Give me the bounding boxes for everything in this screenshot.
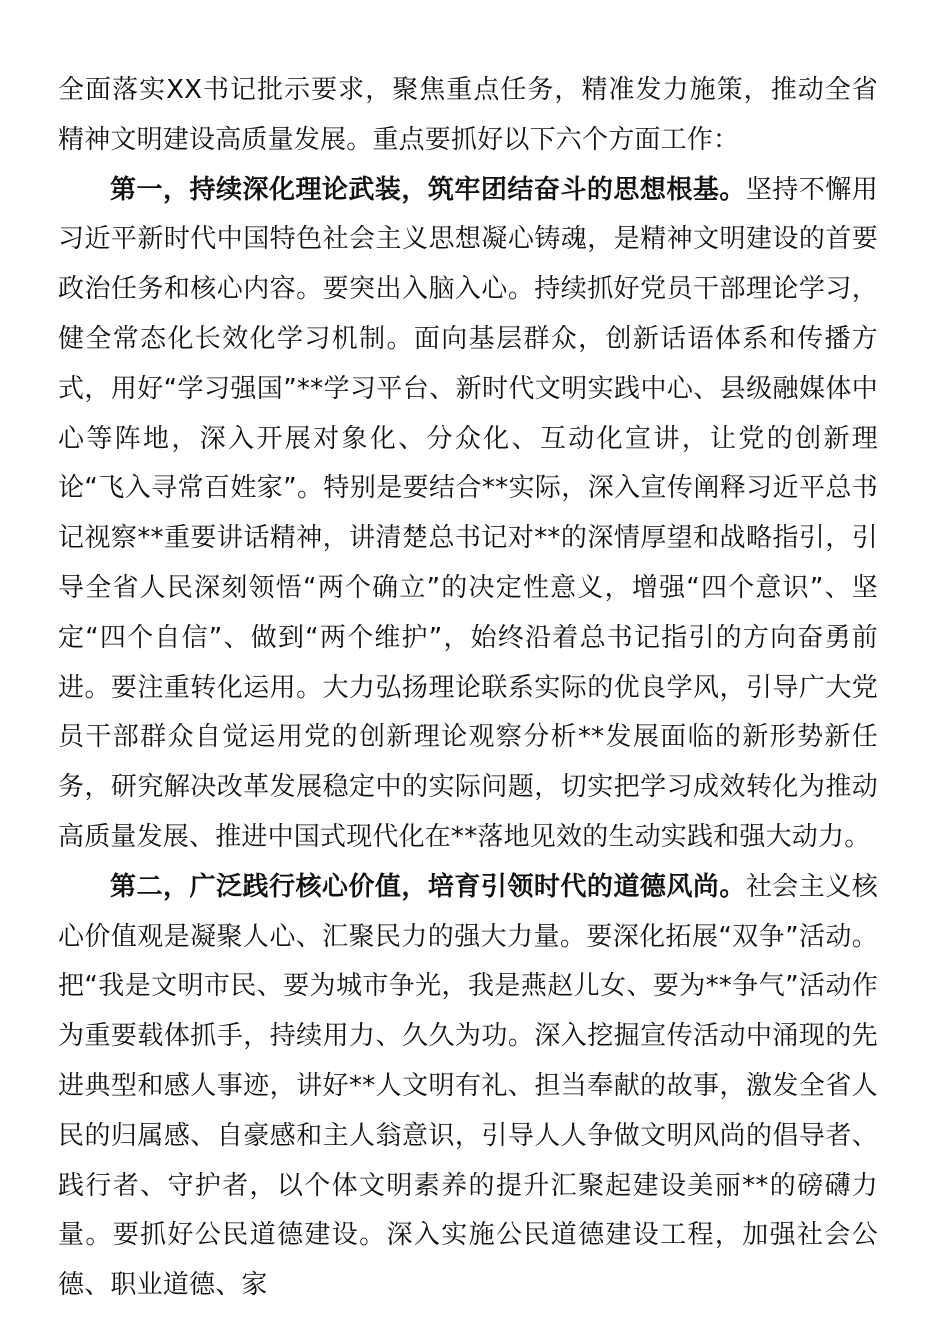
paragraph-second xyxy=(58,863,878,1311)
paragraph-intro-text: 全面落实XX书记批示要求，聚焦重点任务，精准发力施策，推动全省精神文明建设高质量发展。重点要抓好以下六个方面工作： xyxy=(58,75,878,155)
paragraph-second-body: 社会主义核心价值观是凝聚人心、汇聚民力的强大力量。要深化拓展“双争”活动。把“我是文明市民、要为城市争光，我是燕赵儿女、要为**争气”活动作为重要载体抓手，持续用力、久久为功。深入挖掘宣传活动中涌现的先进典型和感人事迹，讲好**人文明有礼、担当奉献的故事，激发全省人民的归属感、自豪感和主人翁意识，引导人人争做文明风尚的倡导者、践行者、守护者，以个体文明素养的提升汇聚起建设美丽**的磅礴力量。要抓好公民道德建设。深入实施公民道德建设工程，加强社会公德、职业道德、家 xyxy=(58,871,878,1301)
document-page xyxy=(58,66,878,1311)
paragraph-second-heading: 第二，广泛践行核心价值，培育引领时代的道德风尚。 xyxy=(110,871,746,902)
paragraph-first xyxy=(58,166,878,863)
paragraph-intro xyxy=(58,66,878,166)
paragraph-first-heading: 第一，持续深化理论武装，筑牢团结奋斗的思想根基。 xyxy=(110,174,746,205)
paragraph-first-body: 坚持不懈用习近平新时代中国特色社会主义思想凝心铸魂，是精神文明建设的首要政治任务和核心内容。要突出入脑入心。持续抓好党员干部理论学习，健全常态化长效化学习机制。面向基层群众，创新话语体系和传播方式，用好“学习强国”**学习平台、新时代文明实践中心、县级融媒体中心等阵地，深入开展对象化、分众化、互动化宣讲，让党的创新理论“飞入寻常百姓家”。特别是要结合**实际，深入宣传阐释习近平总书记视察**重要讲话精神，讲清楚总书记对**的深情厚望和战略指引，引导全省人民深刻领悟“两个确立”的决定性意义，增强“四个意识”、坚定“四个自信”、做到“两个维护”，始终沿着总书记指引的方向奋勇前进。要注重转化运用。大力弘扬理论联系实际的优良学风，引导广大党员干部群众自觉运用党的创新理论观察分析**发展面临的新形势新任务，研究解决改革发展稳定中的实际问题，切实把学习成效转化为推动高质量发展、推进中国式现代化在**落地见效的生动实践和强大动力。 xyxy=(58,174,878,852)
